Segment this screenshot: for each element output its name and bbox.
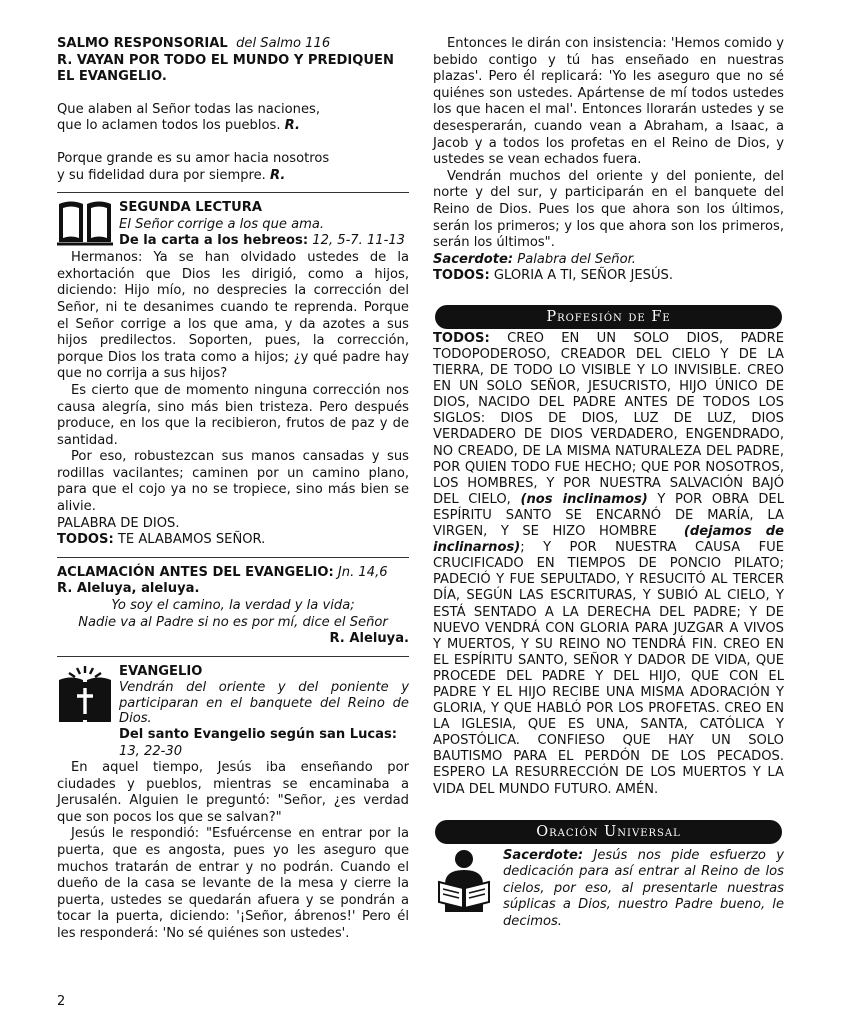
sacerdote-text: Palabra del Señor.	[517, 251, 636, 267]
segunda-subtitle: El Señor corrige a los que ama.	[119, 216, 325, 232]
salmo-heading: SALMO RESPONSORIAL	[57, 36, 228, 51]
segunda-source-label: De la carta a los hebreos:	[119, 233, 309, 249]
rubric: (dejamos de inclinarnos)	[433, 524, 785, 556]
page-number: 2	[57, 994, 66, 1009]
segunda-closing: PALABRA DE DIOS.	[57, 515, 180, 531]
todos-response: GLORIA A TI, SEÑOR JESÚS.	[493, 268, 674, 284]
salmo-line: Que alaben al Señor todas las naciones,	[57, 101, 321, 117]
todos-label: TODOS:	[433, 330, 490, 346]
sacerdote-label: Sacerdote:	[433, 251, 514, 267]
open-book-icon	[57, 200, 119, 250]
oracion-section	[433, 848, 784, 931]
evangelio-paragraph: Vendrán muchos del oriente y del poniente, del norte y del sur, y participarán en el banquete del Reino de Dios. Pues los que ahora son los últimos, serán los primeros; y los que ahora son los primeros, serán los últimos".	[433, 168, 784, 251]
evangelio-paragraph: En aquel tiempo, Jesús iba enseñando por ciudades y pueblos, mientras se encaminaba a Jerusalén. Alguien le preguntó: "Señor, ¿es verdad que son pocos los que se salvan?"	[57, 760, 409, 825]
divider	[57, 656, 409, 657]
todos-label: TODOS:	[433, 268, 490, 284]
aclamacion-line: Nadie va al Padre si no es por mí, dice el Señor	[78, 614, 388, 630]
salmo-section	[57, 36, 409, 184]
person-reading-icon	[433, 848, 503, 931]
divider	[57, 192, 409, 193]
segunda-lectura-section	[57, 200, 409, 549]
salmo-line: que lo aclamen todos los pueblos.	[57, 118, 281, 134]
evangelio-subtitle: Vendrán del oriente y del poniente y participaran en el banquete del Reino de Dios.	[119, 680, 409, 727]
salmo-response: R. VAYAN POR TODO EL MUNDO Y PREDIQUEN EL EVANGELIO.	[57, 52, 394, 85]
evangelio-paragraph: Jesús le respondió: "Esfuércense en entrar por la puerta, que es angosta, pues yo les aseguro que muchos tratarán de entrar y no podrán. Cuando el dueño de la casa se levante de la mesa y cierre la puerta, ustedes se quedarán afuera y se pondrán a tocar la puerta, diciendo: '¡Señor, ábrenos!' Pero él les responderá: 'No sé quiénes son ustedes'.	[57, 826, 409, 942]
segunda-paragraph: Hermanos: Ya se han olvidado ustedes de la exhortación que Dios les dirigió, como a hijos, diciendo: Hijo mío, no desprecies la corrección del Señor, ni te desanimes cuando te reprenda. Porque el Señor corrige a los que ama, y da azotes a sus hijos predilectos. Soporten, pues, la corrección, porque Dios los trata como a hijos; ¿y qué padre hay que no corrija a sus hijos?	[57, 250, 409, 382]
profesion-text	[433, 331, 784, 798]
aclamacion-response: R. Aleluya, aleluya.	[57, 581, 200, 597]
sacerdote-label: Sacerdote:	[503, 847, 584, 863]
evangelio-section	[57, 664, 409, 943]
bible-cross-icon	[57, 664, 119, 760]
aclamacion-section	[57, 565, 409, 648]
aclamacion-end: R. Aleluya.	[329, 631, 409, 647]
todos-response: TE ALABAMOS SEÑOR.	[117, 532, 266, 548]
credo-part: Y POR OBRA DEL ESPÍRITU SANTO SE ENCARNÓ DE MARÍA, LA VIRGEN, Y SE HIZO HOMBRE	[433, 491, 784, 540]
oracion-title: Oración Universal	[435, 820, 782, 844]
salmo-r: R.	[270, 167, 286, 183]
todos-label: TODOS:	[57, 532, 114, 548]
evangelio-source-ref: 13, 22-30	[119, 743, 183, 759]
profesion-title: Profesión de Fe	[435, 305, 782, 329]
salmo-r: R.	[284, 118, 300, 134]
oracion-text: Jesús nos pide esfuerzo y dedicación para así entrar al Reino de los cielos, por eso, al presentarle nuestras súplicas a Dios, nuestro Padre bueno, le decimos.	[503, 847, 784, 929]
rubric: (nos inclinamos)	[520, 491, 648, 507]
aclamacion-line: Yo soy el camino, la verdad y la vida;	[111, 598, 355, 614]
credo-part: CREO EN UN SOLO DIOS, PADRE TODOPODEROSO, CREADOR DEL CIELO Y DE LA TIERRA, DE TODO LO VISIBLE Y LO INVISIBLE. CREO EN UN SOLO SEÑOR, JESUCRISTO, HIJO ÚNICO DE DIOS, NACIDO DEL PADRE ANTES DE TODOS LOS SIGLOS: DIOS DE DIOS, LUZ DE LUZ, DIOS VERDADERO DE DIOS VERDADERO, ENGENDRADO, NO CREADO, DE LA MISMA NATURALEZA DEL PADRE, POR QUIEN TODO FUE HECHO; QUE POR NOSOTROS, LOS HOMBRES, Y POR NUESTRA SALVACIÓN BAJÓ DEL CIELO,	[433, 330, 784, 507]
left-column	[57, 36, 409, 943]
evangelio-paragraph: Entonces le dirán con insistencia: 'Hemos comido y bebido contigo y tú has enseñado en nuestras plazas'. Pero él replicará: 'Yo les aseguro que no sé quiénes son ustedes. Apártense de mí todos ustedes los que hacen el mal'. Entonces llorarán ustedes y se desesperarán, cuando vean a Abraham, a Isaac, a Jacob y a todos los profetas en el Reino de Dios, y ustedes se vean echados fuera.	[433, 36, 784, 168]
segunda-source-ref: 12, 5-7. 11-13	[312, 233, 405, 249]
segunda-paragraph: Es cierto que de momento ninguna corrección nos causa alegría, sino más bien tristeza. Pero después produce, en los que la recibieron, frutos de paz y de santidad.	[57, 382, 409, 448]
salmo-line: y su fidelidad dura por siempre.	[57, 167, 266, 183]
aclamacion-heading: ACLAMACIÓN ANTES DEL EVANGELIO:	[57, 564, 334, 580]
segunda-heading: SEGUNDA LECTURA	[119, 200, 262, 216]
divider	[57, 557, 409, 558]
credo-part: ; Y POR NUESTRA CAUSA FUE CRUCIFICADO EN TIEMPOS DE PONCIO PILATO; PADECIÓ Y FUE SEPULTADO, Y RESUCITÓ AL TERCER DÍA, SEGÚN LAS ESCRITURAS, Y SUBIÓ AL CIELO, Y ESTÁ SENTADO A LA DERECHA DEL PADRE; Y DE NUEVO VENDRÁ CON GLORIA PARA JUZGAR A VIVOS Y MUERTOS, Y SU REINO NO TENDRÁ FIN. CREO EN EL ESPÍRITU SANTO, SEÑOR Y DADOR DE VIDA, QUE PROCEDE DEL PADRE Y DEL HIJO, QUE CON EL PADRE Y EL HIJO RECIBE UNA MISMA ADORACIÓN Y GLORIA, Y QUE HABLÓ POR LOS PROFETAS. CREO EN LA IGLESIA, QUE ES UNA, SANTA, CATÓLICA Y APOSTÓLICA. CONFIESO QUE HAY UN SOLO BAUTISMO PARA EL PERDÓN DE LOS PECADOS. ESPERO LA RESURRECCIÓN DE LOS MUERTOS Y LA VIDA DEL MUNDO FUTURO. AMÉN.	[433, 540, 784, 797]
salmo-line: Porque grande es su amor hacia nosotros	[57, 150, 330, 166]
right-column	[433, 36, 784, 931]
segunda-paragraph: Por eso, robustezcan sus manos cansadas y sus rodillas vacilantes; caminen por un camino plano, para que el cojo ya no se tropiece, sino más bien se alivie.	[57, 449, 409, 515]
evangelio-source-label: Del santo Evangelio según san Lucas:	[119, 726, 398, 742]
aclamacion-ref: Jn. 14,6	[337, 564, 388, 580]
evangelio-heading: EVANGELIO	[119, 663, 203, 679]
salmo-source: del Salmo 116	[236, 36, 331, 51]
